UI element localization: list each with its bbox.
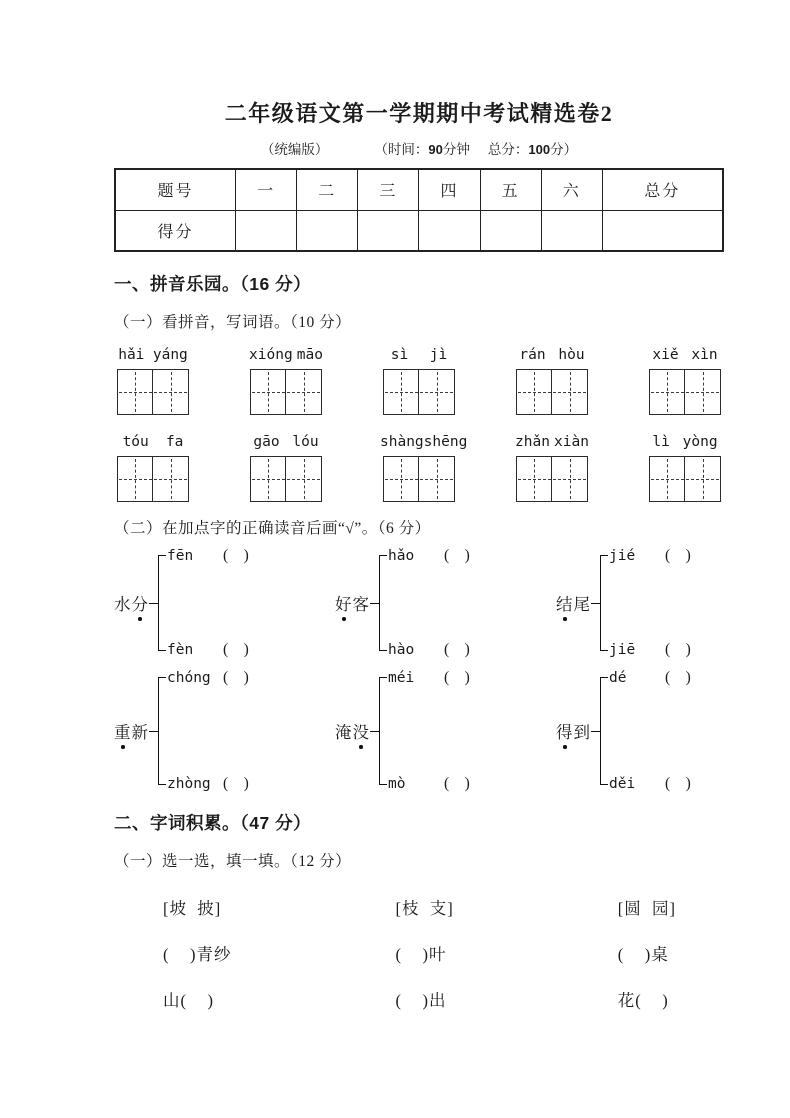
time-unit: 分钟 (442, 142, 470, 157)
pinyin-grid-group (380, 434, 468, 502)
pinyin-word (247, 434, 325, 455)
pinyin-syllable: gāo (253, 434, 280, 450)
pinyin-grid-group (380, 347, 458, 415)
score-table-header-row (115, 169, 723, 210)
pinyin-syllable: hǎi (118, 347, 145, 363)
time-value: 90 (428, 142, 443, 157)
total-unit: 分） (550, 142, 578, 157)
pron-option (388, 547, 501, 565)
score-input-cell[interactable] (541, 210, 602, 251)
subsection-1-2-heading: （二）在加点字的正确读音后画“√”。（6 分） (114, 520, 431, 537)
tianzige-cell[interactable] (383, 369, 420, 415)
pinyin-label: méi (388, 670, 415, 686)
writing-grid (250, 369, 322, 415)
answer-blank[interactable]: ( ) (223, 669, 249, 686)
pinyin-label: jiē (609, 642, 636, 658)
choice-bracket (379, 547, 501, 658)
pinyin-word (513, 434, 591, 455)
pinyin-grid-group (646, 347, 724, 415)
tianzige-cell[interactable] (516, 456, 553, 502)
pron-item (556, 671, 722, 791)
page-title: 二年级语文第一学期期中考试精选卷2 (224, 101, 614, 126)
pron-option (609, 669, 722, 687)
pinyin-label: fēn (167, 548, 194, 564)
tianzige-cell[interactable] (250, 456, 287, 502)
writing-grid (383, 369, 455, 415)
connector-line (370, 603, 379, 604)
score-input-cell[interactable] (297, 210, 358, 251)
score-table-header-cell: 四 (419, 169, 480, 210)
section-2-heading: 二、字词积累。（47 分） (114, 813, 312, 833)
score-table-header-cell: 一 (236, 169, 297, 210)
pron-option (388, 641, 501, 659)
word-part: 客 (352, 595, 370, 614)
fill-blank-line[interactable]: ( )桌 (617, 945, 669, 964)
answer-blank[interactable]: ( ) (223, 547, 249, 564)
pinyin-syllable: shēng (423, 434, 468, 450)
fill-blank-line[interactable]: ( )出 (395, 991, 447, 1010)
connector-line (591, 603, 600, 604)
fill-blank-line[interactable]: ( )青纱 (163, 945, 232, 964)
pron-item (335, 549, 501, 657)
pinyin-syllable: xiàn (554, 434, 589, 450)
writing-grid (250, 456, 322, 502)
answer-blank[interactable]: ( ) (444, 547, 470, 564)
word-fill-section (114, 884, 724, 1022)
pronunciation-row (114, 549, 724, 657)
pinyin-label: mò (388, 776, 406, 792)
pinyin-label: chóng (167, 670, 211, 686)
tianzige-cell[interactable] (418, 369, 455, 415)
pron-option (167, 669, 280, 687)
pron-word (556, 719, 591, 743)
tianzige-cell[interactable] (649, 456, 686, 502)
dotted-char: 得 (556, 719, 574, 743)
pinyin-word (114, 347, 192, 368)
score-table-header-cell: 总分 (602, 169, 723, 210)
pinyin-label: dé (609, 670, 627, 686)
score-row-label: 得分 (115, 210, 236, 251)
choice-bracket (379, 669, 501, 792)
tianzige-cell[interactable] (418, 456, 455, 502)
pinyin-word (646, 434, 724, 455)
writing-grid (516, 456, 588, 502)
pinyin-syllable: hòu (558, 347, 585, 363)
score-table-header-cell: 三 (358, 169, 419, 210)
score-table (114, 168, 724, 252)
section-1-heading: 一、拼音乐园。（16 分） (114, 274, 312, 294)
pron-option (609, 641, 722, 659)
tianzige-cell[interactable] (152, 369, 189, 415)
connector-line (591, 731, 600, 732)
pinyin-grid-row (114, 347, 724, 415)
fill-choices: [坡 披] (163, 899, 222, 918)
choice-bracket (158, 669, 280, 792)
choice-bracket (600, 669, 722, 792)
pinyin-syllable: tóu (122, 434, 149, 450)
pinyin-grid-group (114, 347, 192, 415)
pinyin-grid-group (513, 434, 591, 502)
score-table-header-cell: 六 (541, 169, 602, 210)
pinyin-grid-row (114, 434, 724, 502)
pinyin-syllable: yáng (152, 347, 188, 363)
pinyin-word (114, 434, 192, 455)
subsection-1-1-heading: （一）看拼音，写词语。（10 分） (114, 314, 352, 331)
score-table-header-cell: 题号 (115, 169, 236, 210)
exam-meta (374, 138, 577, 158)
pron-item (335, 671, 501, 791)
answer-blank[interactable]: ( ) (665, 547, 691, 564)
word-part: 淹 (335, 723, 353, 742)
pinyin-label: hǎo (388, 548, 415, 564)
pinyin-syllable: yòng (682, 434, 718, 450)
writing-grid (117, 456, 189, 502)
writing-grid (516, 369, 588, 415)
pinyin-label: děi (609, 776, 636, 792)
pinyin-grid-group (247, 434, 325, 502)
score-input-cell[interactable] (602, 210, 723, 251)
score-input-cell[interactable] (480, 210, 541, 251)
pron-option (388, 775, 501, 793)
tianzige-cell[interactable] (684, 456, 721, 502)
tianzige-cell[interactable] (285, 369, 322, 415)
fill-blank-line[interactable]: 花( ) (617, 991, 669, 1010)
pron-option (609, 775, 722, 793)
score-input-cell[interactable] (236, 210, 297, 251)
answer-blank[interactable]: ( ) (223, 775, 249, 792)
pinyin-syllable: rán (519, 347, 546, 363)
exam-subtitle (114, 138, 724, 158)
pinyin-word (247, 347, 325, 368)
writing-grid (649, 456, 721, 502)
pron-word (114, 591, 149, 615)
pinyin-syllable: zhǎn (515, 434, 550, 450)
fill-column (163, 884, 232, 1022)
pinyin-label: hào (388, 642, 415, 658)
dotted-char: 没 (353, 719, 371, 743)
answer-blank[interactable]: ( ) (665, 669, 691, 686)
tianzige-cell[interactable] (684, 369, 721, 415)
pinyin-word (646, 347, 724, 368)
tianzige-cell[interactable] (152, 456, 189, 502)
tianzige-cell[interactable] (383, 456, 420, 502)
fill-column (396, 884, 454, 1022)
answer-blank[interactable]: ( ) (444, 669, 470, 686)
choice-bracket (600, 547, 722, 658)
score-input-cell[interactable] (419, 210, 480, 251)
pronunciation-row (114, 671, 724, 791)
pron-word (335, 719, 370, 743)
pinyin-grid-group (247, 347, 325, 415)
score-input-cell[interactable] (358, 210, 419, 251)
pinyin-syllable: shàng (380, 434, 424, 450)
pron-item (114, 671, 280, 791)
word-part: 水 (114, 595, 132, 614)
pron-option (609, 547, 722, 565)
tianzige-cell[interactable] (551, 369, 588, 415)
answer-blank[interactable]: ( ) (444, 641, 470, 658)
answer-blank[interactable]: ( ) (665, 641, 691, 658)
tianzige-cell[interactable] (117, 456, 154, 502)
total-label: 总分： (487, 142, 529, 157)
pron-option (388, 669, 501, 687)
pinyin-syllable: sì (390, 347, 409, 363)
answer-blank[interactable]: ( ) (223, 641, 249, 658)
fill-column (618, 884, 676, 1022)
pinyin-syllable: lóu (292, 434, 319, 450)
word-part: 新 (131, 723, 149, 742)
pron-option (167, 547, 280, 565)
pinyin-syllable: māo (296, 347, 323, 363)
score-table-score-row (115, 210, 723, 251)
pinyin-syllable: jì (429, 347, 448, 363)
connector-line (370, 731, 379, 732)
pron-word (556, 591, 591, 615)
pinyin-word (513, 347, 591, 368)
fill-blank-line[interactable]: ( )叶 (395, 945, 447, 964)
pron-option (167, 775, 280, 793)
choice-bracket (158, 547, 280, 658)
pron-word (335, 591, 370, 615)
pinyin-syllable: xióng (249, 347, 293, 363)
pinyin-label: zhòng (167, 776, 211, 792)
pinyin-grid-group (513, 347, 591, 415)
writing-grid (117, 369, 189, 415)
tianzige-cell[interactable] (117, 369, 154, 415)
answer-blank[interactable]: ( ) (665, 775, 691, 792)
pinyin-grid-group (646, 434, 724, 502)
total-value: 100 (528, 142, 551, 157)
tianzige-cell[interactable] (516, 369, 553, 415)
pinyin-word (380, 347, 458, 368)
word-part: 尾 (573, 595, 591, 614)
writing-grid (383, 456, 455, 502)
word-part: 到 (573, 723, 591, 742)
pinyin-label: jié (609, 548, 636, 564)
writing-grid (649, 369, 721, 415)
pron-word (114, 719, 149, 743)
edition-label: （统编版） (260, 142, 329, 157)
fill-choices: [圆 园] (617, 899, 676, 918)
fill-blank-line[interactable]: 山( ) (163, 991, 214, 1010)
pinyin-syllable: fa (165, 434, 184, 450)
pinyin-grid-group (114, 434, 192, 502)
time-label: （时间： (374, 142, 429, 157)
tianzige-cell[interactable] (649, 369, 686, 415)
tianzige-cell[interactable] (250, 369, 287, 415)
tianzige-cell[interactable] (285, 456, 322, 502)
pinyin-syllable: xiě (652, 347, 679, 363)
answer-blank[interactable]: ( ) (444, 775, 470, 792)
connector-line (149, 731, 158, 732)
pron-option (167, 641, 280, 659)
fill-choices: [枝 支] (395, 899, 454, 918)
pinyin-label: fèn (167, 642, 194, 658)
connector-line (149, 603, 158, 604)
pinyin-word (380, 434, 468, 455)
subsection-2-1-heading: （一）选一选，填一填。（12 分） (114, 853, 352, 870)
pron-item (114, 549, 280, 657)
pinyin-syllable: lì (652, 434, 670, 450)
dotted-char: 分 (132, 591, 150, 615)
pron-item (556, 549, 722, 657)
dotted-char: 结 (556, 591, 574, 615)
dotted-char: 重 (114, 719, 132, 743)
score-table-header-cell: 二 (297, 169, 358, 210)
pinyin-syllable: xìn (691, 347, 718, 363)
dotted-char: 好 (335, 591, 353, 615)
score-table-header-cell: 五 (480, 169, 541, 210)
tianzige-cell[interactable] (551, 456, 588, 502)
